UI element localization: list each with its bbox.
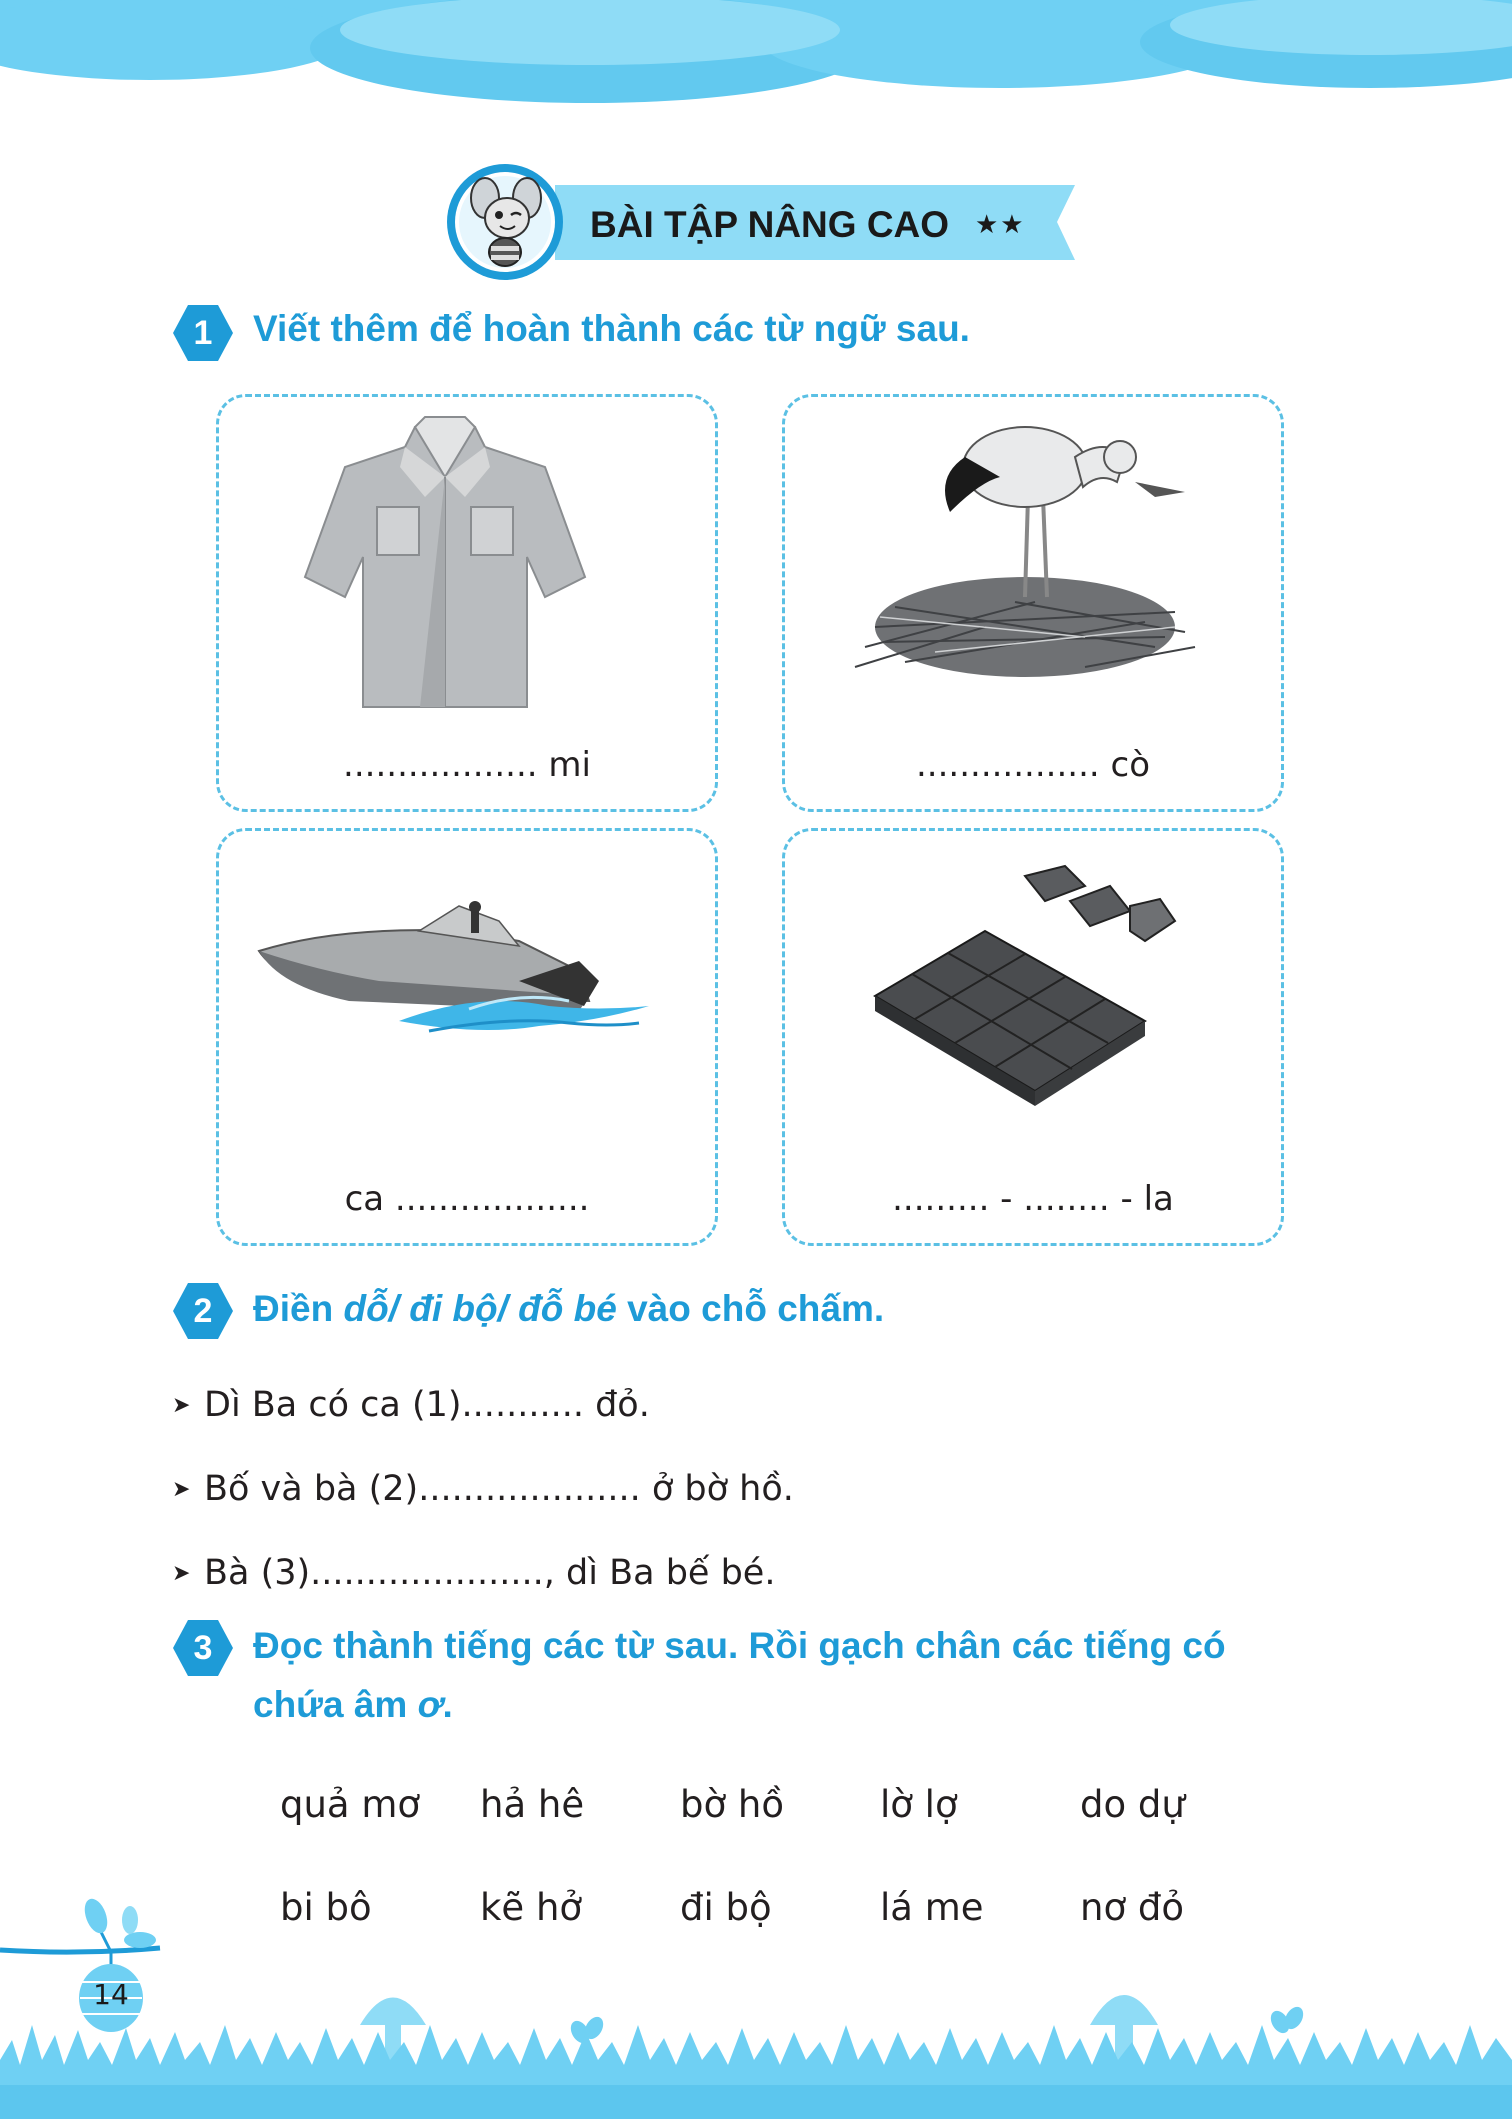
question-number: 3 — [193, 1629, 213, 1667]
card-text: ......... - ........ - la — [892, 1179, 1174, 1219]
page-number: 14 — [93, 1978, 129, 2011]
word-item: lờ lợ — [880, 1783, 958, 1826]
footer-grass-decoration — [0, 1820, 1512, 2119]
question-number-badge — [172, 1280, 234, 1342]
section-title: BÀI TẬP NÂNG CAO — [590, 204, 950, 245]
word-item: bờ hồ — [680, 1783, 784, 1826]
fill-sentence-1: ➤ Dì Ba có ca (1)........... đỏ. — [172, 1380, 650, 1430]
exercise-card-stork — [782, 394, 1284, 812]
word-item: bi bô — [280, 1886, 372, 1929]
question-1-title: Viết thêm để hoàn thành các từ ngữ sau. — [253, 308, 970, 349]
question-number-badge — [172, 1617, 234, 1679]
exercise-card-shirt — [216, 394, 718, 812]
word-item: đi bộ — [680, 1886, 772, 1929]
bullet-arrow-icon: ➤ — [172, 1393, 191, 1418]
question-3-title-line1: Đọc thành tiếng các từ sau. Rồi gạch chân các tiếng có — [253, 1625, 1226, 1666]
fill-sentence-3: ➤ Bà (3)....................., dì Ba bế bé. — [172, 1548, 775, 1598]
word-item: do dự — [1080, 1783, 1185, 1826]
exercise-card-speedboat — [216, 828, 718, 1246]
card-text: ca .................. — [344, 1179, 590, 1219]
question-number: 2 — [193, 1292, 213, 1330]
exercise-card-chocolate — [782, 828, 1284, 1246]
bullet-arrow-icon: ➤ — [172, 1561, 191, 1586]
question-number: 1 — [193, 314, 213, 352]
question-3-title-line2: chứa âm ơ. — [253, 1684, 453, 1725]
question-number-badge — [172, 302, 234, 364]
word-item: nơ đỏ — [1080, 1886, 1184, 1929]
word-item: hả hê — [480, 1783, 585, 1826]
word-item: quả mơ — [280, 1783, 421, 1826]
fill-sentence-2: ➤ Bố và bà (2).................... ở bờ hồ. — [172, 1464, 794, 1514]
word-item: lá me — [880, 1886, 984, 1929]
card-text: ................. cò — [915, 745, 1151, 785]
top-cloud-border — [0, 0, 1512, 120]
question-2-title: Điền dỗ/ đi bộ/ đỗ bé vào chỗ chấm. — [253, 1288, 885, 1329]
difficulty-stars: ★★ — [975, 210, 1026, 240]
card-text: .................. mi — [343, 745, 591, 785]
word-item: kẽ hở — [480, 1886, 583, 1929]
bullet-arrow-icon: ➤ — [172, 1477, 191, 1502]
